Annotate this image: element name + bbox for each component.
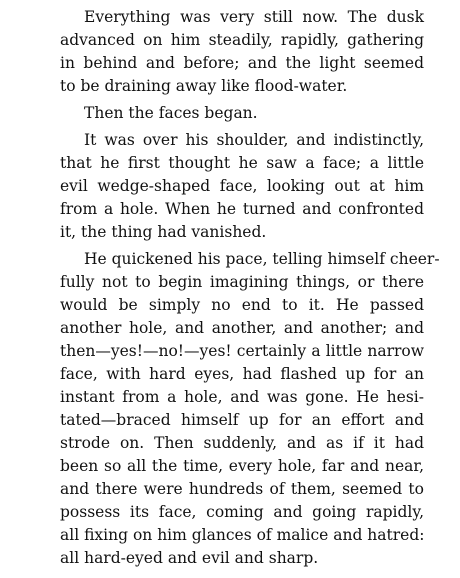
- text-line: Everything was very still now. The dusk: [84, 8, 424, 26]
- text-line: then—yes!—no!—yes! certainly a little narrow: [60, 342, 424, 360]
- page-text: [38, 6, 440, 574]
- text-line: instant from a hole, and was gone. He hesi-: [60, 388, 424, 406]
- text-line: advanced on him steadily, rapidly, gathering: [60, 31, 424, 49]
- text-line: evil wedge-shaped face, looking out at him: [60, 177, 424, 195]
- text-line: it, the thing had vanished.: [60, 223, 267, 241]
- text-line: and there were hundreds of them, seemed to: [60, 480, 424, 498]
- paragraph-3: [38, 129, 424, 244]
- text-line: in behind and before; and the light seemed: [60, 54, 424, 72]
- text-line: would be simply no end to it. He passed: [60, 296, 424, 314]
- text-line: to be draining away like flood-water.: [60, 77, 348, 95]
- paragraph-4: [38, 248, 440, 570]
- text-line: He quickened his pace, telling himself cheer-: [84, 250, 440, 268]
- text-line: all hard-eyed and evil and sharp.: [60, 549, 319, 567]
- text-line: been so all the time, every hole, far and near,: [60, 457, 424, 475]
- text-line: face, with hard eyes, had flashed up for an: [60, 365, 424, 383]
- paragraph-2: [38, 102, 424, 125]
- text-line: another hole, and another, and another; and: [60, 319, 424, 337]
- text-line: Then the faces began.: [84, 104, 258, 122]
- text-line: fully not to begin imagining things, or there: [60, 273, 424, 291]
- text-line: strode on. Then suddenly, and as if it had: [60, 434, 424, 452]
- text-line: from a hole. When he turned and confronted: [60, 200, 424, 218]
- text-line: all fixing on him glances of malice and hatred:: [60, 526, 425, 544]
- text-line: tated—braced himself up for an effort and: [60, 411, 424, 429]
- text-line: that he first thought he saw a face; a little: [60, 154, 424, 172]
- text-line: It was over his shoulder, and indistinctly,: [84, 131, 424, 149]
- paragraph-1: [38, 6, 424, 98]
- text-line: possess its face, coming and going rapidly,: [60, 503, 424, 521]
